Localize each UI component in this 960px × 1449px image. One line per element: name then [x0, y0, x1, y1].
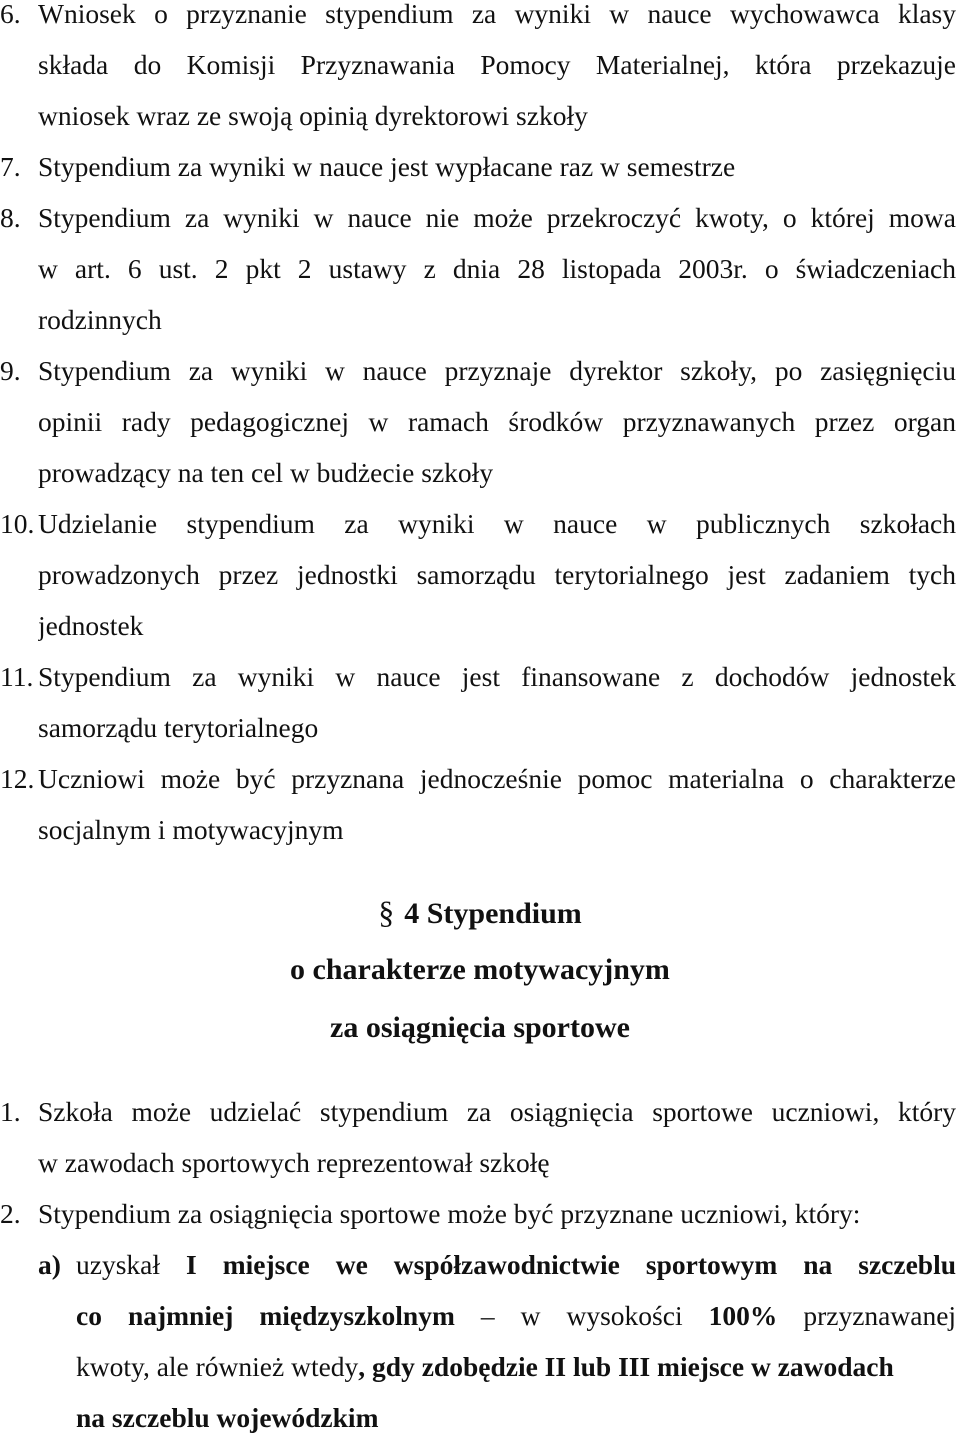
item-text-line: Udzielanie stypendium za wyniki w nauce w publicznych szkołach [38, 508, 956, 539]
sub-item-line [76, 1245, 956, 1296]
sub-item-bold-text: , gdy zdobędzie II lub III miejsce w zawodach [358, 1351, 894, 1382]
section-title-line1: 4 Stypendium [404, 897, 582, 930]
item-text-line: Stypendium za wyniki w nauce przyznaje dyrektor szkoły, po zasięgnięciu [38, 355, 956, 386]
item-text-line: prowadzący na ten cel w budżecie szkoły [38, 457, 494, 488]
item-text-line: prowadzonych przez jednostki samorządu terytorialnego jest zadaniem tych [38, 559, 956, 590]
item-text-line: socjalnym i motywacyjnym [38, 814, 344, 845]
sub-item-line [76, 1296, 956, 1347]
sub-item-bold-text: I miejsce we współzawodnictwie sportowym na szczeblu [186, 1249, 956, 1280]
sub-item-letter: a) [38, 1249, 61, 1280]
sub-item-line [76, 1347, 956, 1398]
item-text-line: w art. 6 ust. 2 pkt 2 ustawy z dnia 28 listopada 2003r. o świadczeniach [38, 253, 956, 284]
section-title-line2: o charakterze motywacyjnym [290, 953, 670, 986]
sub-item-text: kwoty, ale również wtedy [76, 1351, 359, 1382]
item-text-line: samorządu terytorialnego [38, 712, 319, 743]
section-title-line3: za osiągnięcia sportowe [330, 1011, 630, 1044]
sub-item-bold-text: 100% [708, 1300, 778, 1331]
item-number: 9. [0, 355, 21, 386]
item-text-line: Szkoła może udzielać stypendium za osiągnięcia sportowe uczniowi, który [38, 1096, 956, 1127]
item-number: 12. [0, 763, 35, 794]
sub-item-text: uzyskał [76, 1249, 161, 1280]
sub-item-bold-text: co najmniej międzyszkolnym [76, 1300, 455, 1331]
item-text-line: Stypendium za osiągnięcia sportowe może być przyznane uczniowi, który: [38, 1198, 861, 1229]
item-number: 10. [0, 508, 35, 539]
section-heading [0, 892, 960, 934]
item-text-line: jednostek [38, 610, 144, 641]
item-text-line: Stypendium za wyniki w nauce nie może przekroczyć kwoty, o której mowa [38, 202, 956, 233]
item-text-line: opinii rady pedagogicznej w ramach środków przyznawanych przez organ [38, 406, 956, 437]
item-text-line: Stypendium za wyniki w nauce jest wypłacane raz w semestrze [38, 151, 736, 182]
section-symbol: § [378, 894, 395, 930]
sub-item-text: – [480, 1300, 495, 1331]
item-text-line: w zawodach sportowych reprezentował szkołę [38, 1147, 550, 1178]
item-text-line: Wniosek o przyznanie stypendium za wyniki w nauce wychowawca klasy [38, 0, 956, 29]
sub-item-text: przyznawanej [803, 1300, 956, 1331]
item-text-line: Uczniowi może być przyznana jednocześnie pomoc materialna o charakterze [38, 763, 956, 794]
item-number: 1. [0, 1096, 21, 1127]
item-number: 7. [0, 151, 21, 182]
item-number: 6. [0, 0, 21, 29]
item-text-line: składa do Komisji Przyznawania Pomocy Materialnej, która przekazuje [38, 49, 956, 80]
item-number: 8. [0, 202, 21, 233]
item-number: 11. [0, 661, 34, 692]
sub-item-line: na szczeblu wojewódzkim [76, 1402, 379, 1433]
item-number: 2. [0, 1198, 21, 1229]
item-text-line: rodzinnych [38, 304, 162, 335]
item-text-line: wniosek wraz ze swoją opinią dyrektorowi szkoły [38, 100, 588, 131]
item-text-line: Stypendium za wyniki w nauce jest finansowane z dochodów jednostek [38, 661, 956, 692]
sub-item-text: w wysokości [520, 1300, 683, 1331]
